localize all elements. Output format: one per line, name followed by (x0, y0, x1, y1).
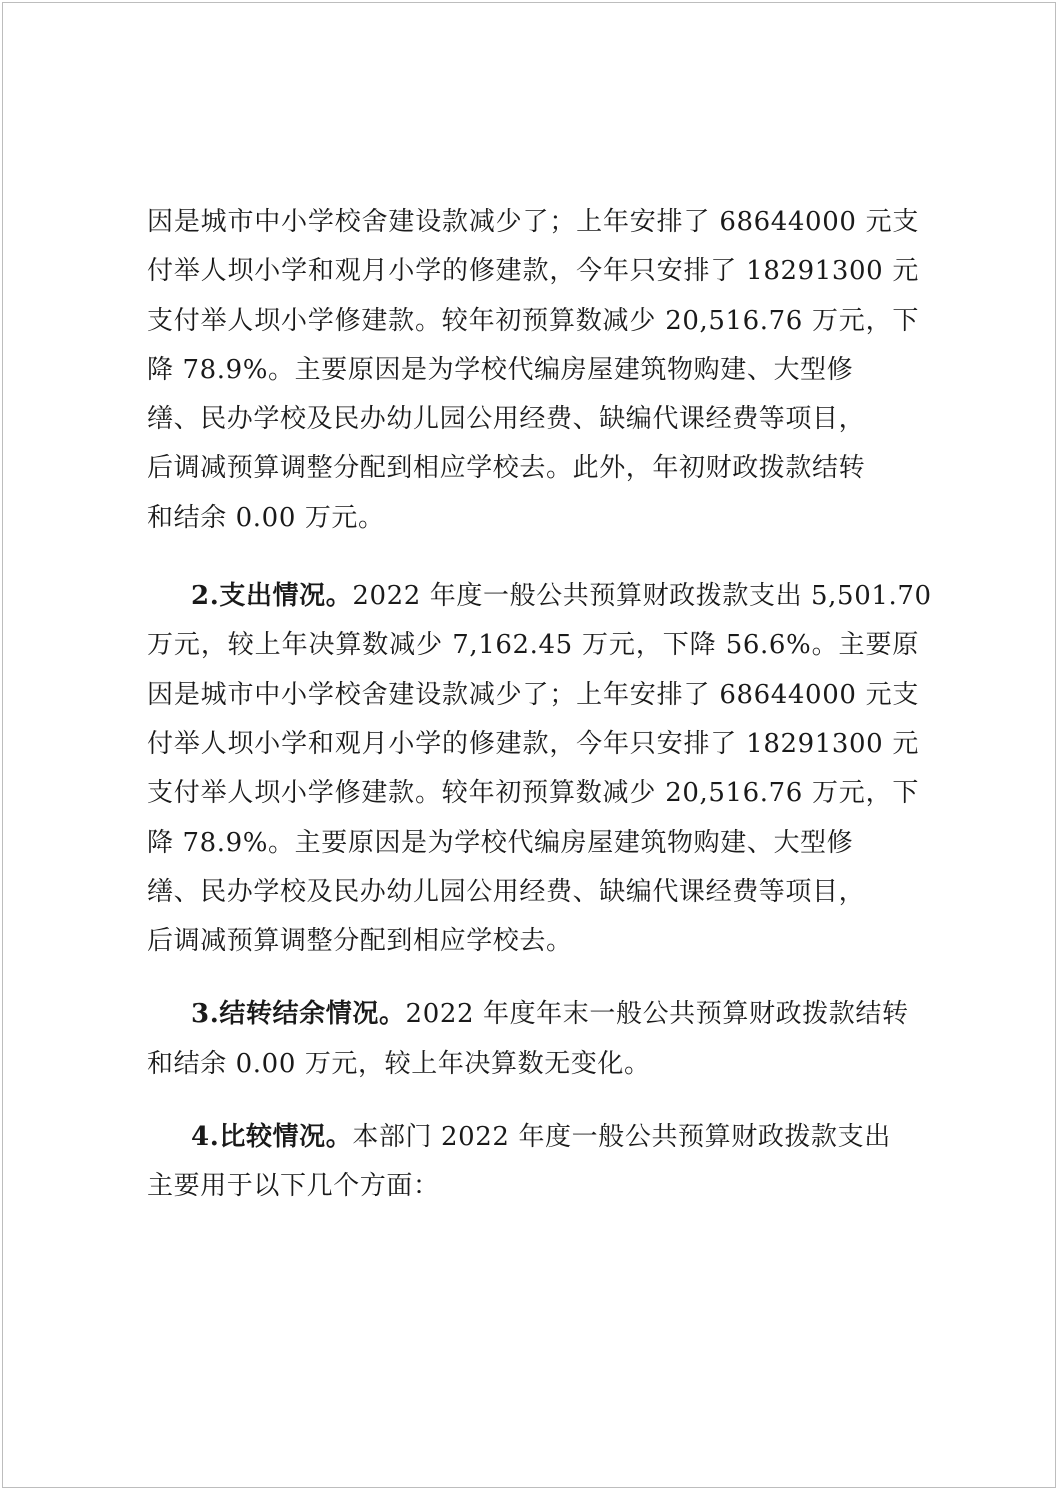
section-heading: 3.结转结余情况。 (191, 999, 406, 1030)
text-line: 缮、民办学校及民办幼儿园公用经费、缺编代课经费等项目， (147, 876, 866, 907)
text-line: 和结余 0.00 万元。 (147, 502, 385, 533)
text-span: 2022 年度一般公共预算财政拨款支出 5,501.70 (352, 581, 932, 612)
text-line: 因是城市中小学校舍建设款减少了；上年安排了 68644000 元支 (147, 679, 919, 710)
text-line: 支付举人坝小学修建款。较年初预算数减少 20,516.76 万元，下 (147, 305, 919, 336)
text-line: 付举人坝小学和观月小学的修建款，今年只安排了 18291300 元 (147, 256, 919, 287)
text-line: 因是城市中小学校舍建设款减少了；上年安排了 68644000 元支 (147, 207, 919, 237)
text-line: 万元，较上年决算数减少 7,162.45 万元，下降 56.6%。主要原 (147, 630, 919, 661)
text-line: 主要用于以下几个方面： (147, 1171, 440, 1202)
section-heading: 4.比较情况。 (191, 1122, 353, 1153)
text-line: 后调减预算调整分配到相应学校去。此外，年初财政拨款结转 (147, 453, 866, 484)
paragraph-expenditure (147, 572, 932, 966)
text-line: 和结余 0.00 万元，较上年决算数无变化。 (147, 1048, 651, 1079)
text-line: 降 78.9%。主要原因是为学校代编房屋建筑物购建、大型修 (147, 354, 854, 385)
paragraph-first-line (147, 990, 919, 1039)
text-span: 2022 年度年末一般公共预算财政拨款结转 (405, 999, 909, 1030)
paragraph-first-line (147, 1113, 919, 1162)
text-span: 本部门 2022 年度一般公共预算财政拨款支出 (352, 1122, 891, 1153)
paragraph-first-line (147, 572, 932, 621)
document-body (147, 198, 932, 1212)
text-line: 后调减预算调整分配到相应学校去。 (147, 926, 573, 957)
paragraph-comparison (147, 1113, 919, 1212)
paragraph-budget-reason (147, 198, 919, 543)
text-line: 付举人坝小学和观月小学的修建款，今年只安排了 18291300 元 (147, 728, 919, 759)
text-line: 支付举人坝小学修建款。较年初预算数减少 20,516.76 万元，下 (147, 778, 919, 809)
text-line: 降 78.9%。主要原因是为学校代编房屋建筑物购建、大型修 (147, 827, 854, 858)
section-heading: 2.支出情况。 (191, 581, 353, 612)
document-page (2, 2, 1056, 1488)
paragraph-carryover (147, 990, 919, 1089)
text-line: 缮、民办学校及民办幼儿园公用经费、缺编代课经费等项目， (147, 404, 866, 435)
